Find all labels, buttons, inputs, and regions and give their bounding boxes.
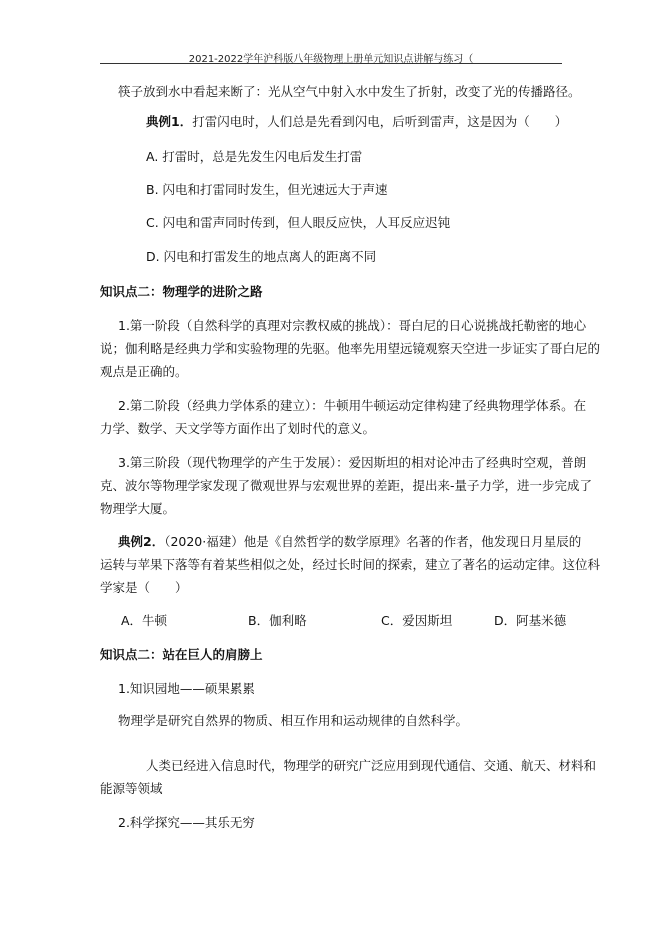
info-age-line-2: 能源等领域 [100, 781, 163, 796]
physics-definition: 物理学是研究自然界的物质、相互作用和运动规律的自然科学。 [118, 713, 469, 728]
stage-2-line-2: 力学、数学、天文学等方面作出了划时代的意义。 [100, 421, 376, 436]
example-2-option-a: A．牛顿 [121, 613, 168, 628]
example-2-label: 典例2． [118, 534, 165, 549]
example-1-question [146, 114, 567, 130]
example-2-option-b: B．伽利略 [248, 613, 307, 628]
example-2-option-c: C．爱因斯坦 [381, 613, 453, 628]
example-1-text: 打雷闪电时，人们总是先看到闪电，后听到雷声，这是因为（ ） [192, 114, 568, 129]
stage-3-line-3: 物理学大厦。 [100, 501, 176, 516]
section-heading-progress: 知识点二：物理学的进阶之路 [100, 284, 263, 299]
stage-1-line-1: 1.第一阶段（自然科学的真理对宗教权威的挑战）：哥白尼的日心说挑战托勒密的地心 [118, 318, 587, 333]
example-2-line-2: 运转与苹果下落等有着某些相似之处，经过长时间的探索，建立了著名的运动定律。这位科 [100, 557, 601, 572]
example-1-option-a: A. 打雷时，总是先发生闪电后发生打雷 [146, 149, 363, 164]
science-inquiry-item: 2.科学探究——其乐无穷 [118, 815, 255, 830]
page-header: 2021-2022学年沪科版八年级物理上册单元知识点讲解与练习（ [188, 54, 474, 65]
example-1-option-d: D. 闪电和打雷发生的地点离人的距离不同 [146, 249, 377, 264]
stage-2-line-1: 2.第二阶段（经典力学体系的建立）：牛顿用牛顿运动定律构建了经典物理学体系。在 [118, 398, 587, 413]
example-2-line-3: 学家是（ ） [100, 580, 188, 595]
example-1-label: 典例1． [146, 114, 193, 129]
example-2-text: （2020·福建）他是《自然哲学的数学原理》名著的作者，他发现日月星辰的 [164, 534, 582, 549]
chopstick-paragraph: 筷子放到水中看起来断了：光从空气中射入水中发生了折射，改变了光的传播路径。 [118, 84, 581, 99]
section-heading-giants: 知识点二：站在巨人的肩膀上 [100, 647, 263, 662]
stage-1-line-2: 说；伽利略是经典力学和实验物理的先驱。他率先用望远镜观察天空进一步证实了哥白尼的 [100, 341, 601, 356]
info-age-line-1: 人类已经进入信息时代，物理学的研究广泛应用到现代通信、交通、航天、材料和 [146, 758, 597, 773]
example-1-option-c: C. 闪电和雷声同时传到，但人眼反应快，人耳反应迟钝 [146, 215, 451, 230]
knowledge-garden-item: 1.知识园地——硕果累累 [118, 681, 255, 696]
stage-3-line-2: 克、波尔等物理学家发现了微观世界与宏观世界的差距，提出来-量子力学，进一步完成了 [100, 478, 593, 493]
stage-1-line-3: 观点是正确的。 [100, 364, 188, 379]
example-2-option-d: D．阿基米德 [494, 613, 567, 628]
example-2-line-1 [118, 534, 581, 550]
stage-3-line-1: 3.第三阶段（现代物理学的产生于发展）：爱因斯坦的相对论冲击了经典时空观，普朗 [118, 455, 587, 470]
header-rule [100, 63, 562, 64]
example-1-option-b: B. 闪电和打雷同时发生，但光速远大于声速 [146, 182, 388, 197]
